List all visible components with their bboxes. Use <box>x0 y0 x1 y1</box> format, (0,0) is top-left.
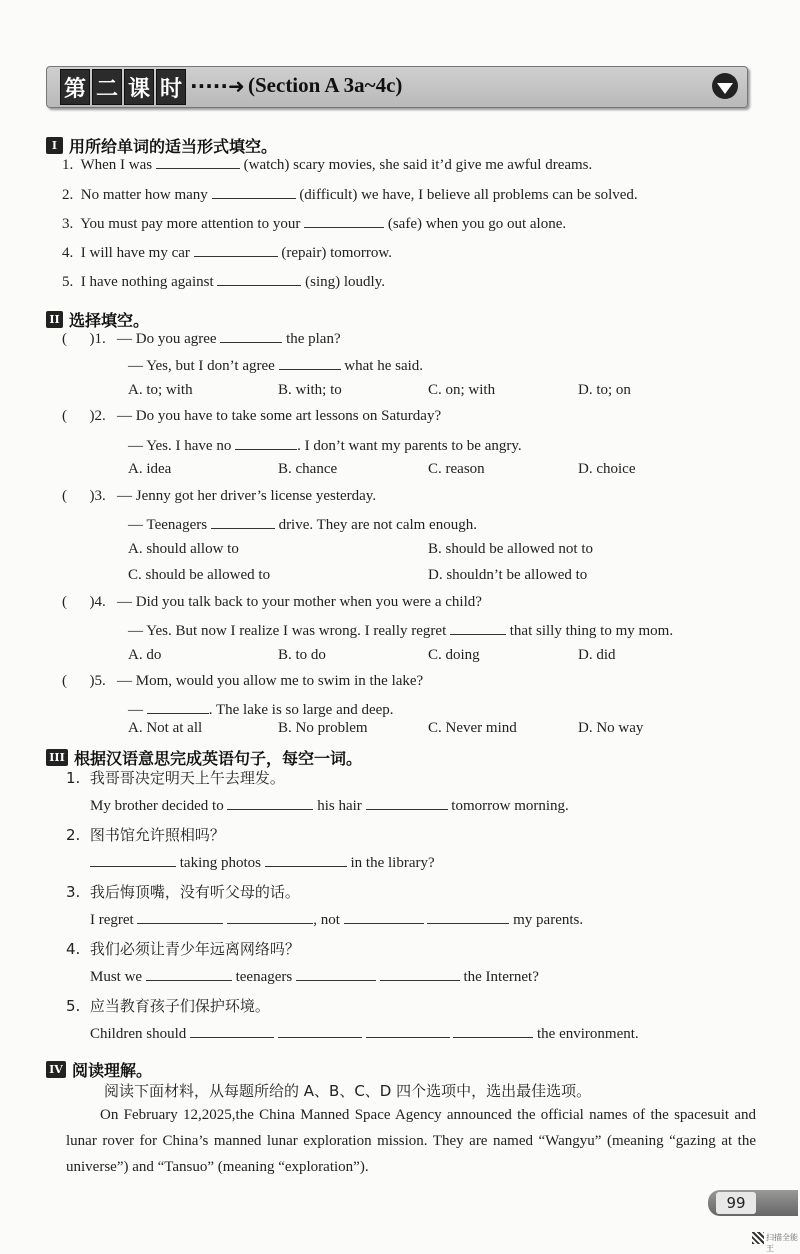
part-title: 选择填空。 <box>69 311 150 330</box>
option-d[interactable]: D. to; on <box>578 382 631 398</box>
item-number: 3. <box>62 216 74 232</box>
translate-prompt <box>66 767 285 788</box>
question-text: what he said. <box>344 358 424 374</box>
question-line <box>128 620 673 640</box>
sentence-part: taking photos <box>179 855 261 871</box>
question-text: — Yes, but I don’t agree <box>128 358 275 374</box>
item-text: (sing) loudly. <box>305 274 385 290</box>
item-number: 1. <box>66 769 81 787</box>
answer-blank[interactable] <box>220 328 282 343</box>
part3-heading <box>46 746 362 769</box>
lesson-char: 时 <box>156 69 186 105</box>
item-text: I have nothing against <box>80 274 214 290</box>
translate-answer-line <box>90 966 539 986</box>
question-text: — Jenny got her driver’s license yesterday. <box>117 488 377 504</box>
answer-blank[interactable] <box>366 795 448 810</box>
question-text: — Did you talk back to your mother when you were a child? <box>117 594 482 610</box>
item-number: 2. <box>62 187 74 203</box>
down-triangle-icon <box>712 73 738 99</box>
sentence-part: the Internet? <box>463 969 539 985</box>
question-text: — Do you have to take some art lessons on Saturday? <box>117 408 442 424</box>
sentence-part: tomorrow morning. <box>451 798 569 814</box>
question-text: . The lake is so large and deep. <box>208 702 394 718</box>
lesson-char: 课 <box>124 69 154 105</box>
answer-blank[interactable] <box>146 966 232 981</box>
lesson-title <box>60 66 186 105</box>
page-number-tab <box>708 1190 798 1216</box>
item-number: 1. <box>62 157 74 173</box>
item-number: 5. <box>66 997 81 1015</box>
translate-answer-line <box>90 1023 639 1043</box>
answer-blank[interactable] <box>211 514 275 529</box>
item-number: 4. <box>62 245 74 261</box>
option-a[interactable]: A. to; with <box>128 382 193 398</box>
sentence-part: my parents. <box>513 912 584 928</box>
part-title: 阅读理解。 <box>72 1061 153 1080</box>
answer-blank[interactable] <box>147 699 209 714</box>
answer-blank[interactable] <box>265 852 347 867</box>
sentence-part: the environment. <box>537 1026 639 1042</box>
answer-blank[interactable] <box>427 909 509 924</box>
choice-question: ( )3. — Jenny got her driver’s license yesterday. <box>62 488 377 504</box>
answer-blank[interactable] <box>217 271 301 286</box>
option-a[interactable]: A. Not at all <box>128 720 203 736</box>
answer-blank[interactable] <box>453 1023 533 1038</box>
answer-blank[interactable] <box>235 435 297 450</box>
question-line <box>128 514 477 534</box>
question-text: — <box>128 702 143 718</box>
part-number: II <box>46 311 63 328</box>
question-line <box>128 355 423 375</box>
item-text: (safe) when you go out alone. <box>387 216 567 232</box>
question-text: . I don’t want my parents to be angry. <box>297 438 522 454</box>
item-text: (repair) tomorrow. <box>281 245 393 261</box>
choice-question: ( )4. — Did you talk back to your mother when you were a child? <box>62 594 482 610</box>
question-text: — Yes. I have no <box>128 438 232 454</box>
lesson-char: 第 <box>60 69 90 105</box>
translate-prompt <box>66 824 225 845</box>
item-text: (watch) scary movies, she said it’d give me awful dreams. <box>243 157 593 173</box>
option-a[interactable]: A. should allow to <box>128 541 239 557</box>
option-c[interactable]: C. doing <box>428 647 480 663</box>
answer-blank[interactable] <box>190 1023 274 1038</box>
option-a[interactable]: A. idea <box>128 461 172 477</box>
question-text: — Yes. But now I realize I was wrong. I really regret <box>128 623 447 639</box>
translate-prompt <box>66 995 270 1016</box>
answer-blank[interactable] <box>212 184 296 199</box>
option-b[interactable]: B. No problem <box>278 720 368 736</box>
translate-answer-line <box>90 795 569 815</box>
sentence-part: , not <box>313 912 340 928</box>
question-text: — Mom, would you allow me to swim in the lake? <box>117 673 424 689</box>
part-number: IV <box>46 1061 66 1078</box>
translate-answer-line <box>90 909 583 929</box>
question-text: — Teenagers <box>128 517 208 533</box>
answer-blank[interactable] <box>296 966 376 981</box>
fill-item <box>62 213 566 233</box>
answer-blank[interactable] <box>450 620 506 635</box>
item-text: I will have my car <box>80 245 190 261</box>
answer-blank[interactable] <box>227 795 313 810</box>
question-text: that silly thing to my mom. <box>509 623 674 639</box>
item-number: 2. <box>66 826 81 844</box>
part-number: I <box>46 137 63 154</box>
question-line <box>128 435 522 455</box>
reading-instructions: 阅读下面材料，从每题所给的 A、B、C、D 四个选项中，选出最佳选项。 <box>104 1082 592 1100</box>
question-text: drive. They are not calm enough. <box>278 517 477 533</box>
part-title: 根据汉语意思完成英语句子，每空一词。 <box>74 749 363 768</box>
option-b[interactable]: B. chance <box>278 461 338 477</box>
answer-blank[interactable] <box>156 154 240 169</box>
item-number: 3. <box>66 883 81 901</box>
item-number: 4. <box>66 940 81 958</box>
question-line <box>128 699 394 719</box>
sentence-part: My brother decided to <box>90 798 224 814</box>
answer-blank[interactable] <box>90 852 176 867</box>
part-number: III <box>46 749 68 766</box>
qr-code-icon <box>752 1232 764 1244</box>
option-c[interactable]: C. Never mind <box>428 720 517 736</box>
sentence-part: his hair <box>317 798 362 814</box>
option-d[interactable]: D. choice <box>578 461 636 477</box>
part-title: 用所给单词的适当形式填空。 <box>69 137 278 156</box>
fill-item <box>62 184 638 204</box>
answer-blank[interactable] <box>278 1023 362 1038</box>
option-c[interactable]: C. on; with <box>428 382 496 398</box>
answer-blank[interactable] <box>194 242 278 257</box>
chinese-sentence: 图书馆允许照相吗？ <box>89 826 225 844</box>
translate-answer-line <box>90 852 435 872</box>
option-d[interactable]: D. No way <box>578 720 644 736</box>
section-label: (Section A 3a~4c) <box>248 73 403 97</box>
chinese-sentence: 我哥哥决定明天上午去理发。 <box>89 769 285 787</box>
sentence-part: Must we <box>90 969 143 985</box>
lesson-char: 二 <box>92 69 122 105</box>
translate-prompt <box>66 881 300 902</box>
chinese-sentence: 应当教育孩子们保护环境。 <box>89 997 270 1015</box>
option-b[interactable]: B. with; to <box>278 382 342 398</box>
option-b[interactable]: B. to do <box>278 647 326 663</box>
part4-heading <box>46 1058 152 1081</box>
choice-question: ( )5. — Mom, would you allow me to swim in the lake? <box>62 673 424 689</box>
option-a[interactable]: A. do <box>128 647 162 663</box>
answer-blank[interactable] <box>344 909 424 924</box>
fill-item <box>62 154 592 174</box>
item-text: When I was <box>80 157 153 173</box>
reading-passage: On February 12,2025,the China Manned Space Agency announced the official names of the spacesuit and lunar rover for China’s manned lunar exploration mission. They are named “Wangyu” (meaning “gazing at the universe”) and “Tansuo” (meaning “exploration”). <box>66 1107 756 1175</box>
item-number: )1. <box>89 331 106 347</box>
translate-prompt <box>66 938 300 959</box>
option-c[interactable]: C. should be allowed to <box>128 567 271 583</box>
page-number: 99 <box>716 1192 756 1214</box>
answer-blank[interactable] <box>279 355 341 370</box>
sentence-part: teenagers <box>235 969 293 985</box>
option-d[interactable]: D. shouldn’t be allowed to <box>428 567 588 583</box>
question-text: the plan? <box>286 331 341 347</box>
choice-question: ( )2. — Do you have to take some art lessons on Saturday? <box>62 408 442 424</box>
sentence-part: in the library? <box>350 855 435 871</box>
chinese-sentence: 我后悔顶嘴，没有听父母的话。 <box>89 883 300 901</box>
option-b[interactable]: B. should be allowed not to <box>428 541 593 557</box>
item-number: )3. <box>89 488 106 504</box>
item-number: )2. <box>89 408 106 424</box>
answer-blank[interactable] <box>137 909 223 924</box>
arrow-icon: ·····➜ <box>190 74 245 98</box>
option-c[interactable]: C. reason <box>428 461 485 477</box>
item-text: You must pay more attention to your <box>80 216 301 232</box>
scanner-watermark: 扫描全能王 <box>766 1233 798 1253</box>
choice-question: ( )1. — Do you agree the plan? <box>62 328 341 348</box>
sentence-part: I regret <box>90 912 134 928</box>
option-d[interactable]: D. did <box>578 647 616 663</box>
item-text: No matter how many <box>80 187 208 203</box>
answer-blank[interactable] <box>380 966 460 981</box>
item-number: )4. <box>89 594 106 610</box>
question-text: — Do you agree <box>117 331 217 347</box>
item-number: )5. <box>89 673 106 689</box>
fill-item <box>62 242 392 262</box>
answer-blank[interactable] <box>304 213 384 228</box>
fill-item <box>62 271 385 291</box>
answer-blank[interactable] <box>227 909 313 924</box>
answer-blank[interactable] <box>366 1023 450 1038</box>
item-text: (difficult) we have, I believe all problems can be solved. <box>299 187 638 203</box>
item-number: 5. <box>62 274 74 290</box>
sentence-part: Children should <box>90 1026 187 1042</box>
chinese-sentence: 我们必须让青少年远离网络吗？ <box>89 940 300 958</box>
